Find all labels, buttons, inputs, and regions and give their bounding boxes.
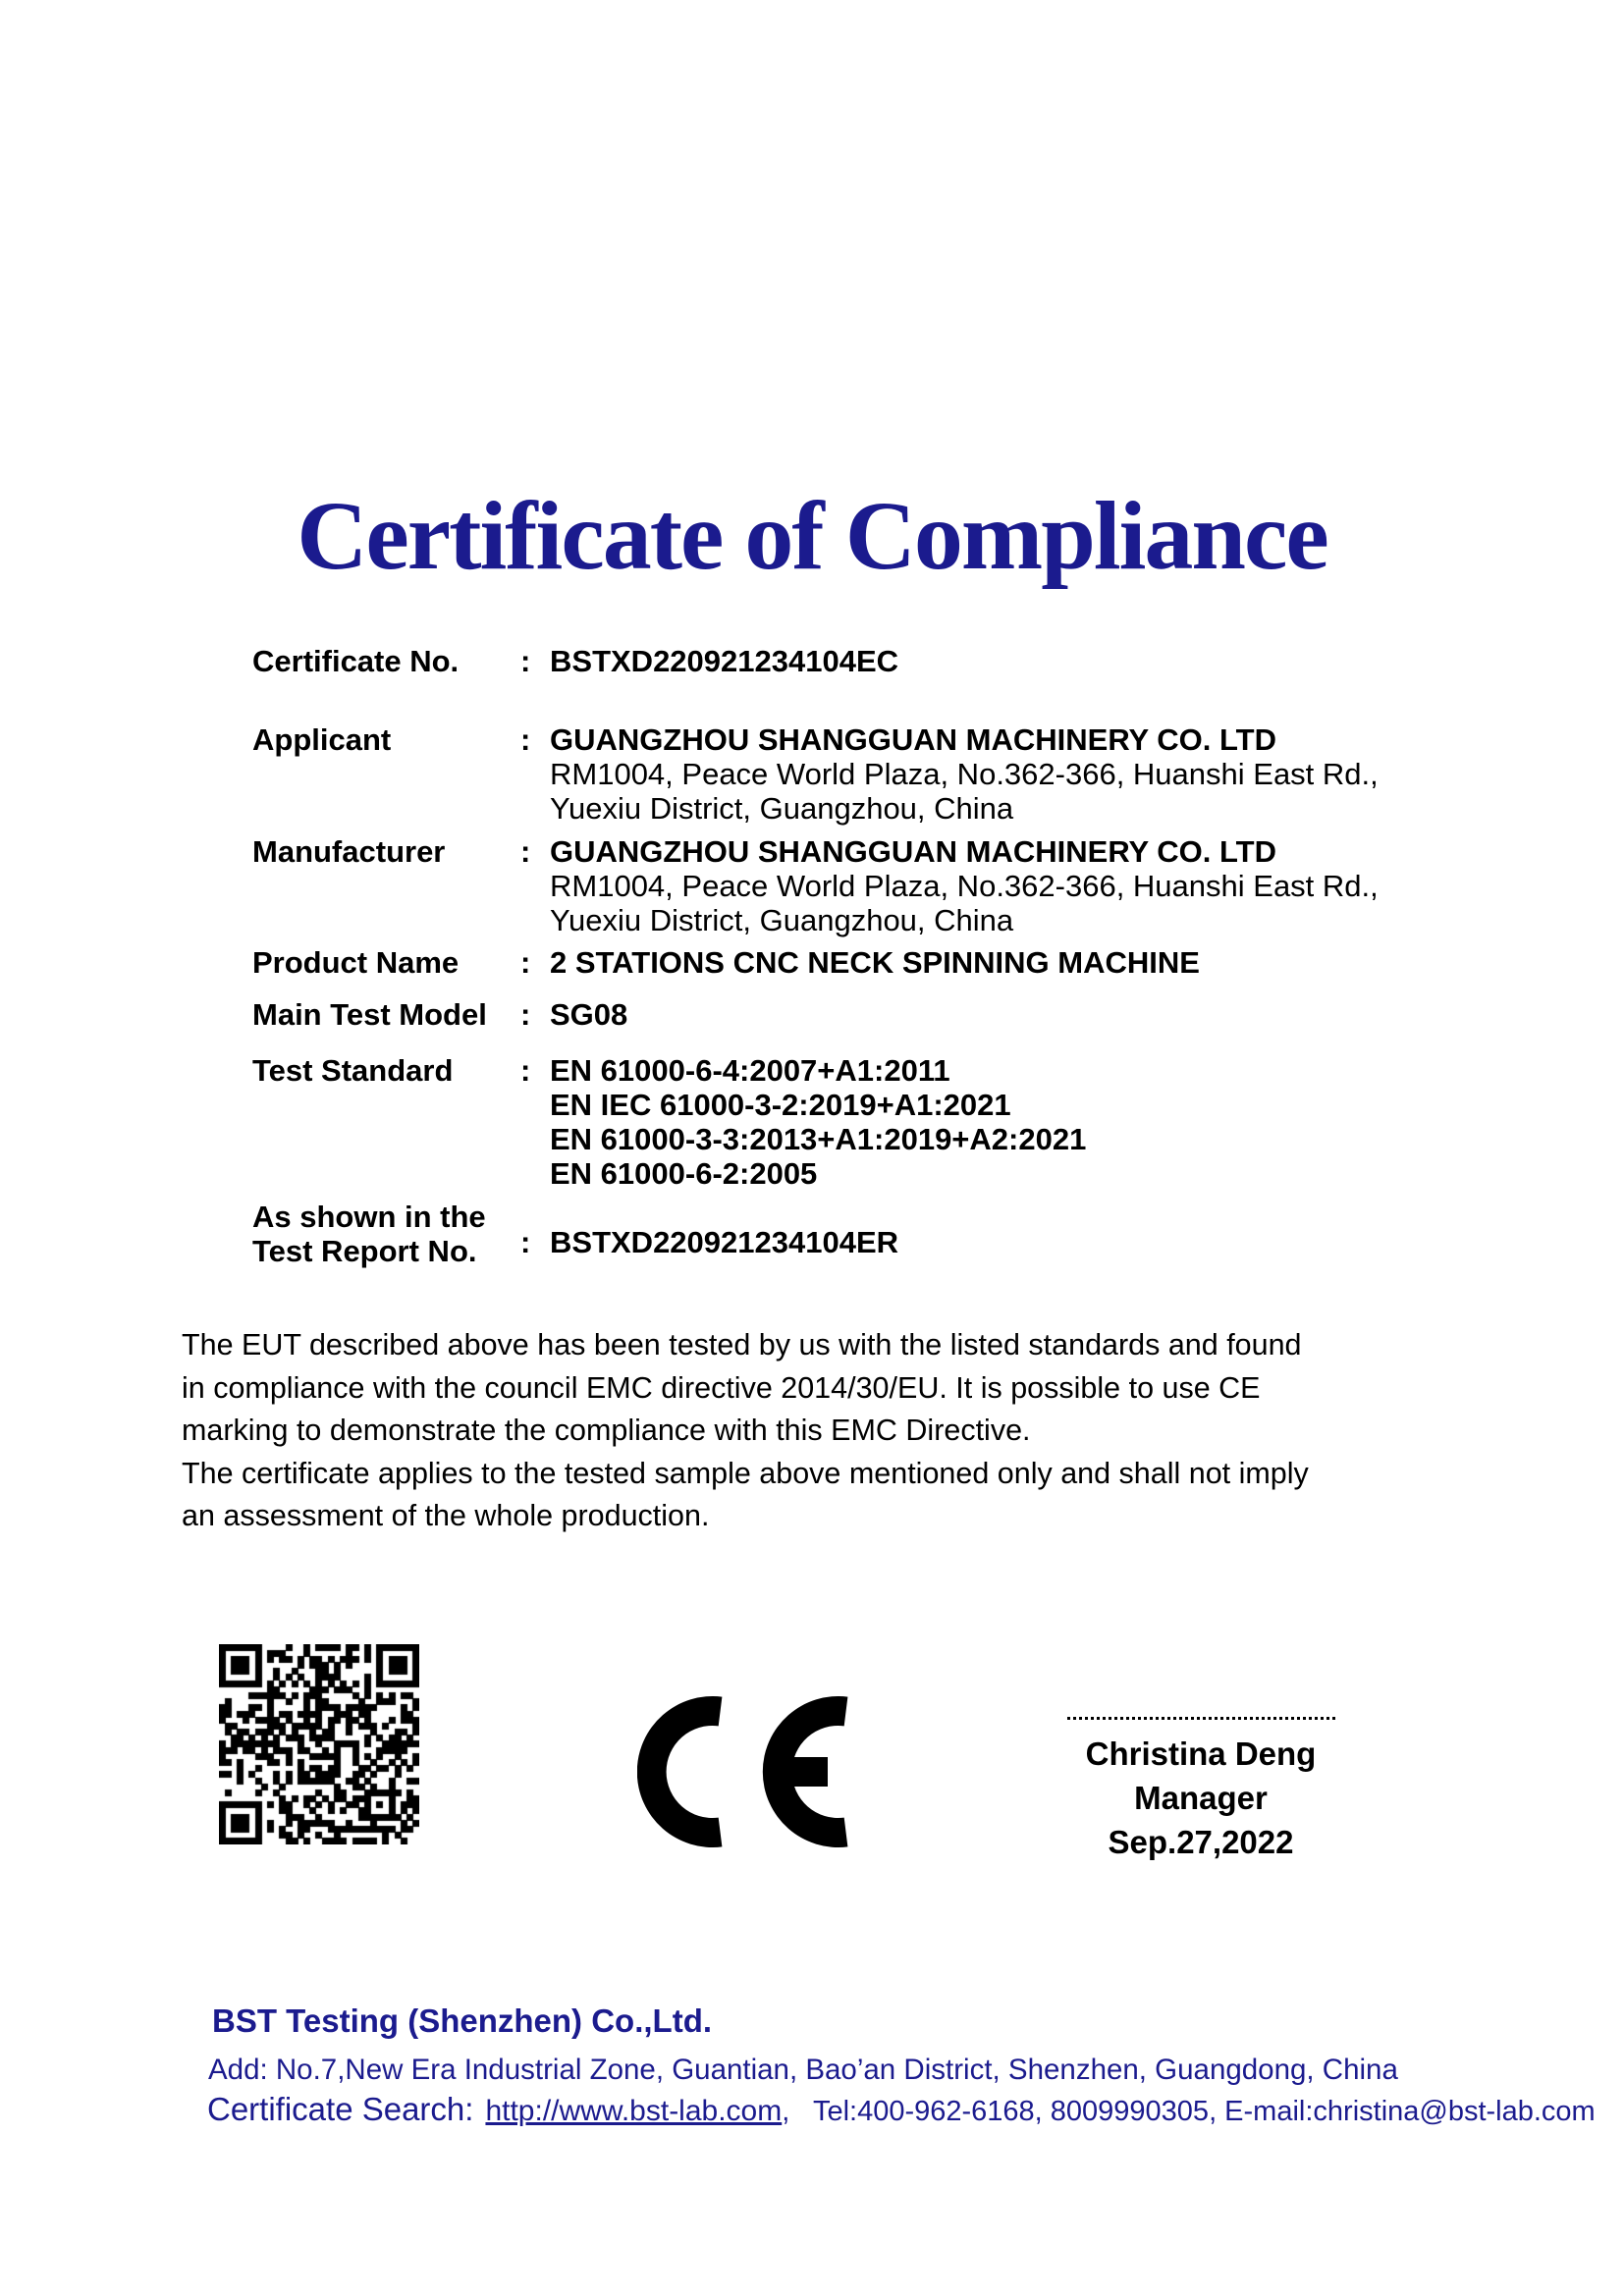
manufacturer-name: GUANGZHOU SHANGGUAN MACHINERY CO. LTD xyxy=(550,834,1276,869)
ce-letter-c xyxy=(637,1696,722,1847)
manufacturer-address-line1: RM1004, Peace World Plaza, No.362-366, Huanshi East Rd., xyxy=(550,869,1379,903)
test-standard-line2: EN IEC 61000-3-2:2019+A1:2021 xyxy=(550,1088,1011,1122)
field-row-test-report-no xyxy=(252,1200,898,1268)
field-colon: : xyxy=(520,644,531,678)
field-row-certificate-no xyxy=(252,644,898,678)
statement-line5: an assessment of the whole production. xyxy=(182,1499,710,1532)
field-label: Test Standard xyxy=(252,1053,454,1088)
manufacturer-address-line2: Yuexiu District, Guangzhou, China xyxy=(550,903,1014,937)
statement-line4: The certificate applies to the tested sample above mentioned only and shall not imply xyxy=(182,1456,1309,1490)
field-label: Certificate No. xyxy=(252,644,460,678)
statement-line1: The EUT described above has been tested by us with the listed standards and found xyxy=(182,1328,1302,1362)
field-value xyxy=(550,644,898,678)
certificate-search-line xyxy=(207,2091,1596,2128)
compliance-statement xyxy=(182,1324,1309,1538)
field-label: Product Name xyxy=(252,945,460,980)
field-label-line2: Test Report No. xyxy=(252,1234,477,1268)
certificate-number: BSTXD220921234104EC xyxy=(550,644,899,678)
product-name: 2 STATIONS CNC NECK SPINNING MACHINE xyxy=(550,945,1200,980)
field-row-product-name xyxy=(252,945,1200,980)
field-label xyxy=(252,1200,520,1268)
field-value xyxy=(550,1053,1086,1191)
statement-line2: in compliance with the council EMC directive 2014/30/EU. It is possible to use CE xyxy=(182,1370,1261,1405)
certificate-search-link[interactable]: http://www.bst-lab.com xyxy=(485,2095,783,2127)
applicant-address-line2: Yuexiu District, Guangzhou, China xyxy=(550,791,1014,826)
issue-date: Sep.27,2022 xyxy=(1108,1824,1294,1860)
field-label-line1: As shown in the xyxy=(252,1200,486,1234)
test-standard-line4: EN 61000-6-2:2005 xyxy=(550,1156,818,1191)
field-colon: : xyxy=(520,1053,531,1088)
qr-code-image xyxy=(219,1644,419,1844)
lab-company-address: Add: No.7,New Era Industrial Zone, Guantian, Bao’an District, Shenzhen, Guangdong, China xyxy=(208,2054,1398,2086)
field-colon: : xyxy=(520,722,531,757)
field-label: Manufacturer xyxy=(252,834,446,869)
field-row-manufacturer xyxy=(252,834,1379,937)
field-value xyxy=(550,834,1379,937)
signature-dotted-line xyxy=(1067,1717,1335,1720)
field-colon: : xyxy=(520,997,531,1032)
applicant-address-line1: RM1004, Peace World Plaza, No.362-366, Huanshi East Rd., xyxy=(550,757,1379,791)
field-row-test-standard xyxy=(252,1053,1086,1191)
signatory-name: Christina Deng xyxy=(1085,1735,1317,1772)
field-colon: : xyxy=(520,945,531,980)
field-row-main-test-model xyxy=(252,997,627,1032)
ce-mark-logo xyxy=(637,1696,848,1847)
test-report-number: BSTXD220921234104ER xyxy=(550,1225,899,1259)
page-title: Certificate of Compliance xyxy=(297,481,1327,590)
main-test-model: SG08 xyxy=(550,997,628,1032)
field-colon: : xyxy=(520,1225,531,1259)
field-colon: : xyxy=(520,834,531,869)
ce-letter-e xyxy=(763,1696,848,1847)
test-standard-line1: EN 61000-6-4:2007+A1:2011 xyxy=(550,1053,950,1088)
certificate-search-label: Certificate Search: xyxy=(207,2091,474,2127)
field-value xyxy=(550,945,1200,980)
field-label: Main Test Model xyxy=(252,997,487,1032)
contact-info: , Tel:400-962-6168, 8009990305, E-mail:christina@bst-lab.com xyxy=(782,2096,1596,2127)
field-row-applicant xyxy=(252,722,1379,826)
applicant-name: GUANGZHOU SHANGGUAN MACHINERY CO. LTD xyxy=(550,722,1276,757)
signatory-role: Manager xyxy=(1134,1780,1268,1816)
signature-block xyxy=(1034,1717,1368,1864)
field-value xyxy=(550,997,627,1032)
statement-line3: marking to demonstrate the compliance with this EMC Directive. xyxy=(182,1414,1031,1447)
lab-company-name: BST Testing (Shenzhen) Co.,Ltd. xyxy=(212,2002,713,2039)
test-standard-line3: EN 61000-3-3:2013+A1:2019+A2:2021 xyxy=(550,1122,1087,1156)
field-label: Applicant xyxy=(252,722,392,757)
field-value xyxy=(550,1200,898,1268)
field-value xyxy=(550,722,1379,826)
